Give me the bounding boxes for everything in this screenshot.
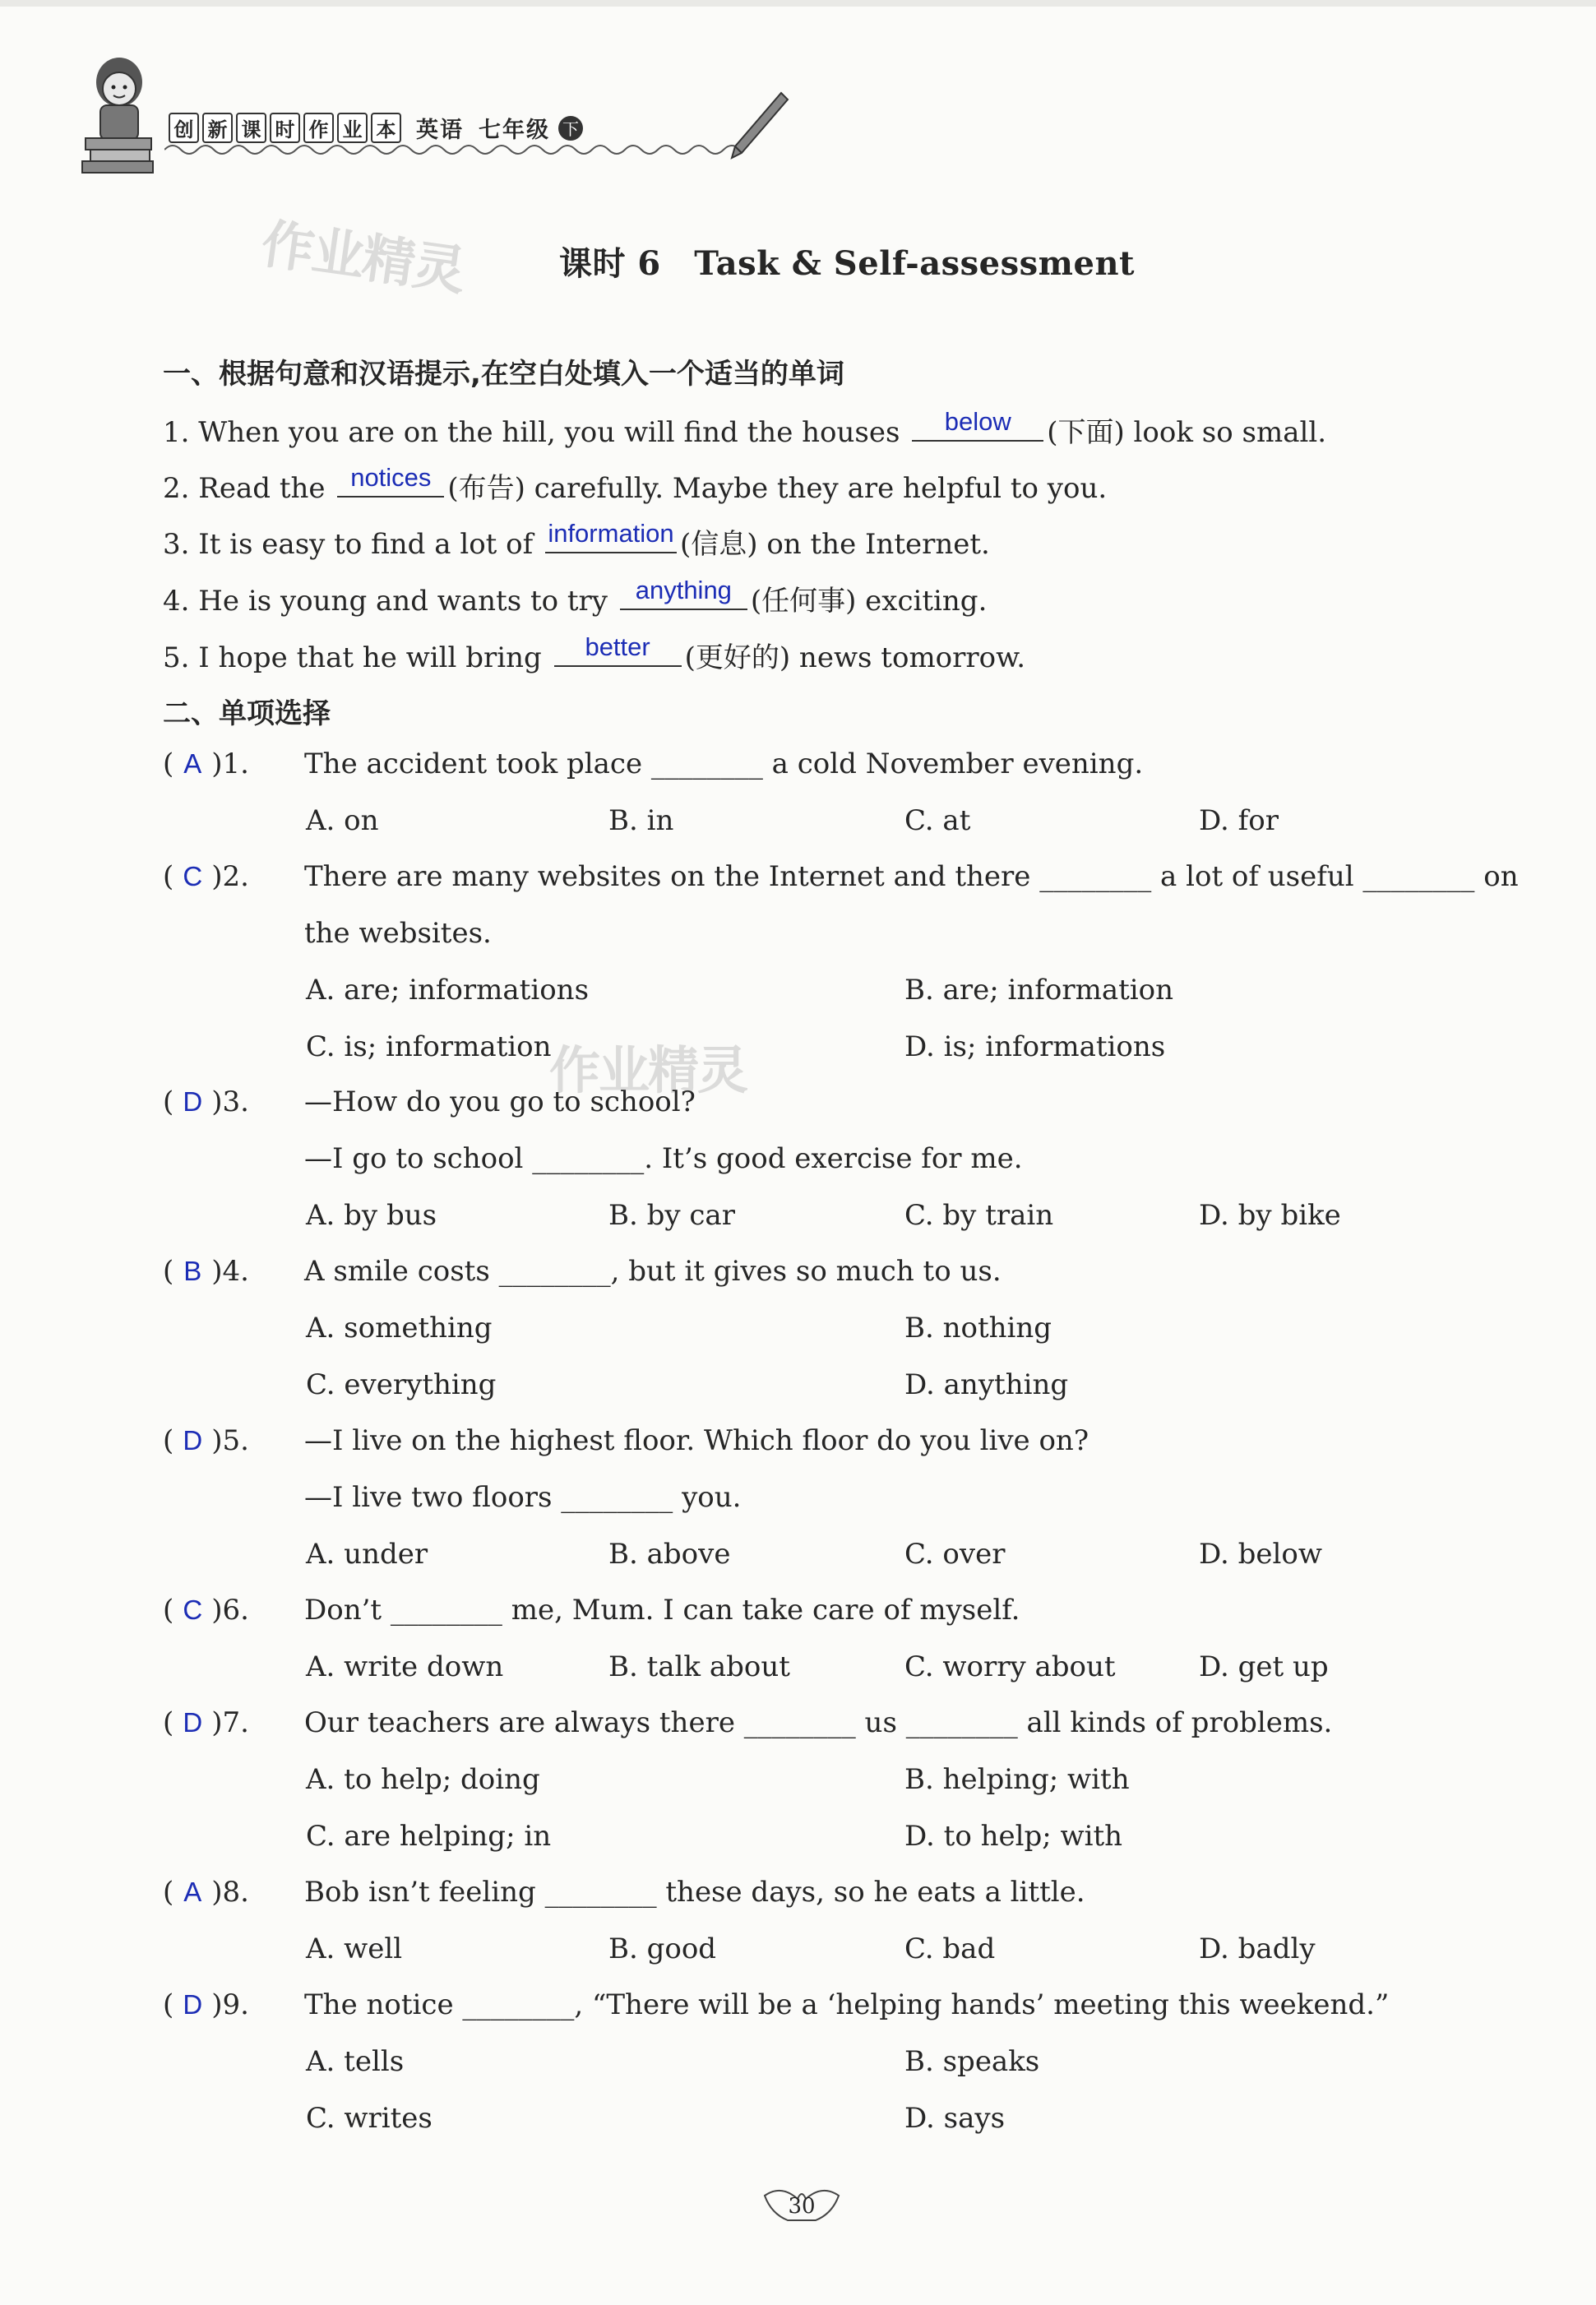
option: A. something [306,1312,493,1345]
handwritten-answer: better [585,632,650,661]
question-text: A smile costs ________, but it gives so much to us. [304,1255,1002,1288]
option: C. is; information [306,1030,552,1063]
answer-blank[interactable] [554,632,682,667]
fill-item: 1. When you are on the hill, you will find the houses below (下面) look so small. [163,407,1327,449]
option: B. helping; with [904,1763,1130,1796]
answer-blank[interactable] [545,519,677,553]
lesson-title: 课时 6 Task & Self-assessment [559,244,1136,283]
mascot-illustration [74,49,164,181]
answer-letter[interactable]: A [183,1877,202,1907]
answer-paren: ( D )9. [163,1988,249,2021]
page-number-text: 30 [788,2194,816,2219]
answer-paren: ( B )4. [163,1255,249,1288]
option: D. by bike [1199,1199,1341,1232]
answer-blank[interactable] [337,463,444,498]
option: B. nothing [904,1312,1052,1345]
option: D. says [904,2102,1006,2135]
option: C. worry about [904,1650,1116,1683]
option: D. is; informations [904,1030,1166,1063]
option: A. to help; doing [306,1763,540,1796]
option: D. badly [1199,1932,1316,1965]
question-text: There are many websites on the Internet and there ________ a lot of useful ________ on [304,860,1519,893]
answer-letter[interactable]: B [183,1256,202,1286]
brand-char: 业 [337,113,368,143]
option: D. for [1199,804,1279,837]
brand-char: 创 [169,113,199,143]
fill-item: 4. He is young and wants to try anything (任何事) exciting. [163,576,988,618]
answer-paren: ( C )6. [163,1594,249,1627]
option: B. above [608,1538,731,1571]
answer-letter[interactable]: C [183,1595,203,1625]
option: D. to help; with [904,1820,1123,1853]
brand-char: 作 [303,113,334,143]
answer-paren: ( C )2. [163,860,249,893]
handwritten-answer: below [944,407,1011,436]
answer-blank[interactable] [912,407,1043,442]
top-edge [0,0,1596,7]
answer-blank[interactable] [620,576,747,610]
brand-char: 时 [270,113,300,143]
option: C. writes [306,2102,433,2135]
watermark: 作业精灵 [257,214,469,303]
wavy-divider [164,138,740,163]
answer-letter[interactable]: D [183,1086,203,1117]
option: B. are; information [904,974,1174,1007]
brand-char: 新 [202,113,233,143]
option: C. everything [306,1368,497,1401]
option: B. good [608,1932,717,1965]
option: D. anything [904,1368,1069,1401]
option: C. at [904,804,971,837]
handwritten-answer: anything [635,576,732,604]
term-badge: 下 [558,116,583,141]
option: B. in [608,804,674,837]
answer-paren: ( A )1. [163,748,249,780]
option: A. write down [306,1650,504,1683]
option: A. by bus [306,1199,437,1232]
answer-paren: ( A )8. [163,1876,249,1909]
option: D. get up [1199,1650,1329,1683]
section1-title: 一、根据句意和汉语提示,在空白处填入一个适当的单词 [163,358,844,391]
option: B. speaks [904,2045,1040,2078]
page-number [756,2181,847,2230]
fill-item: 2. Read the notices (布告) carefully. Maybe they are helpful to you. [163,463,1108,505]
fill-item: 3. It is easy to find a lot of information (信息) on the Internet. [163,519,990,561]
answer-letter[interactable]: C [183,861,203,891]
option: B. talk about [608,1650,790,1683]
option: D. below [1199,1538,1322,1571]
option: A. are; informations [306,974,590,1007]
subject-label: 英语 [416,118,464,143]
question-text: the websites. [304,917,492,950]
question-text: Bob isn’t feeling ________ these days, so he eats a little. [304,1876,1085,1909]
question-text: —I live two floors ________ you. [304,1481,742,1514]
question-text: The accident took place ________ a cold November evening. [304,748,1144,780]
answer-letter[interactable]: D [183,1425,203,1456]
question-text: Our teachers are always there ________ us ________ all kinds of problems. [304,1706,1333,1739]
brand-char: 本 [371,113,401,143]
option: C. bad [904,1932,996,1965]
question-text: —I live on the highest floor. Which floor do you live on? [304,1424,1089,1457]
answer-letter[interactable]: D [183,1707,203,1738]
answer-paren: ( D )5. [163,1424,249,1457]
question-text: —I go to school ________. It’s good exercise for me. [304,1142,1023,1175]
option: A. on [306,804,379,837]
answer-letter[interactable]: D [183,1989,203,2020]
question-text: The notice ________, “There will be a ‘helping hands’ meeting this weekend.” [304,1988,1390,2021]
option: C. are helping; in [306,1820,552,1853]
option: A. tells [306,2045,405,2078]
fill-item: 5. I hope that he will bring better (更好的) news tomorrow. [163,632,1026,674]
question-text: Don’t ________ me, Mum. I can take care of myself. [304,1594,1020,1627]
handwritten-answer: information [548,519,674,548]
grade-label: 七年级 [479,118,550,143]
handwritten-answer: notices [350,463,432,492]
question-text: —How do you go to school? [304,1085,696,1118]
option: A. well [306,1932,403,1965]
option: C. over [904,1538,1006,1571]
answer-paren: ( D )3. [163,1085,249,1118]
section2-title: 二、单项选择 [163,697,331,730]
option: B. by car [608,1199,735,1232]
pencil-icon [724,89,789,167]
option: C. by train [904,1199,1054,1232]
watermark: 作业精灵 [549,1040,747,1100]
answer-paren: ( D )7. [163,1706,249,1739]
brand-char: 课 [236,113,266,143]
answer-letter[interactable]: A [183,748,202,779]
option: A. under [306,1538,428,1571]
